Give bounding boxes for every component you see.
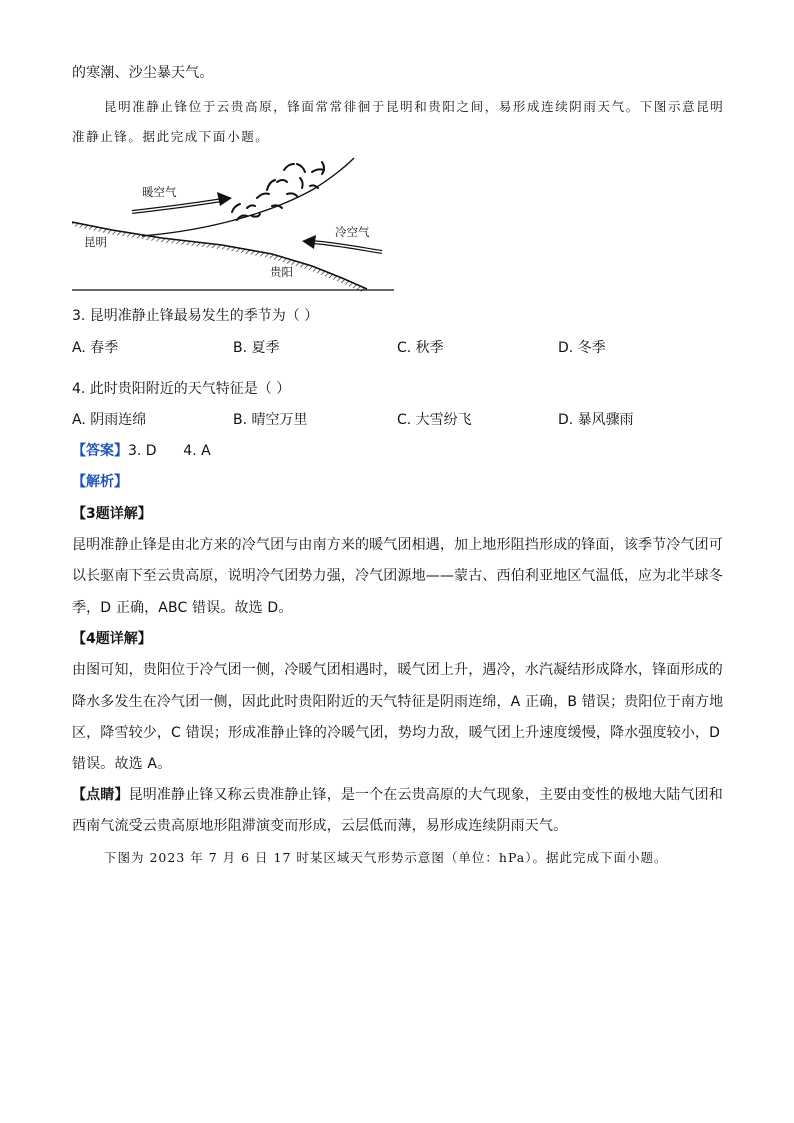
- detail-3-line-2: 以长驱南下至云贵高原，说明冷气团势力强，冷气团源地——蒙古、西伯利亚地区气温低，应为北半球冬: [72, 568, 723, 584]
- q4-option-b[interactable]: B. 晴空万里: [233, 412, 308, 428]
- q3-option-c[interactable]: C. 秋季: [397, 340, 444, 356]
- note-line-1: 【点睛】昆明准静止锋又称云贵准静止锋，是一个在云贵高原的大气现象，主要由变性的极地大陆气团和: [72, 787, 723, 803]
- detail-4-line-2: 降水多发生在冷气团一侧，因此此时贵阳附近的天气特征是阴雨连绵，A 正确，B 错误；贵阳位于南方地: [72, 694, 724, 710]
- answer-text: 3. D 4. A: [128, 443, 211, 459]
- q4-option-d[interactable]: D. 暴风骤雨: [558, 412, 634, 428]
- detail-3-line-1: 昆明准静止锋是由北方来的冷气团与由南方来的暖气团相遇，加上地形阻挡形成的锋面，该季节冷气团可: [72, 537, 723, 553]
- text-line: 的寒潮、沙尘暴天气。: [72, 65, 214, 81]
- terrain-hatch: [72, 222, 367, 293]
- q4-option-a[interactable]: A. 阴雨连绵: [72, 412, 147, 428]
- detail-3-tag: 【3题详解】: [72, 506, 152, 522]
- guiyang-label: 贵阳: [270, 265, 293, 279]
- note-tag: 【点睛】: [72, 787, 129, 803]
- detail-4-line-1: 由图可知，贵阳位于冷气团一侧，冷暖气团相遇时，暖气团上升，遇冷，水汽凝结形成降水，锋面形成的: [72, 662, 723, 678]
- detail-4-line-4: 错误。故选 A。: [72, 756, 172, 772]
- q3-option-d[interactable]: D. 冬季: [558, 340, 606, 356]
- detail-3-line-3: 季，D 正确，ABC 错误。故选 D。: [72, 600, 293, 616]
- cold-air-label: 冷空气: [335, 225, 370, 239]
- question-3-stem: 3. 昆明准静止锋最易发生的季节为（ ）: [72, 308, 319, 324]
- intro-line-2: 准静止锋。据此完成下面小题。: [72, 129, 270, 144]
- q3-option-b[interactable]: B. 夏季: [233, 340, 280, 356]
- next-intro: 下图为 2023 年 7 月 6 日 17 时某区域天气形势示意图（单位：hPa）。据此完成下面小题。: [104, 850, 668, 865]
- answer-tag: 【答案】: [72, 443, 128, 459]
- answer-line: [72, 441, 211, 461]
- detail-4-line-3: 区，降雪较少，C 错误；形成准静止锋的冷暖气团，势均力敌，暖气团上升速度缓慢，降水强度较小，D: [72, 725, 721, 741]
- intro-line-1: 昆明准静止锋位于云贵高原，锋面常常徘徊于昆明和贵阳之间，易形成连续阴雨天气。下图示意昆明: [104, 99, 725, 114]
- warm-air-label: 暖空气: [142, 185, 177, 199]
- q4-option-c[interactable]: C. 大雪纷飞: [397, 412, 472, 428]
- analysis-tag: 【解析】: [72, 474, 128, 490]
- question-4-stem: 4. 此时贵阳附近的天气特征是（ ）: [72, 381, 291, 397]
- q3-option-a[interactable]: A. 春季: [72, 340, 119, 356]
- note-line-2: 西南气流受云贵高原地形阻滞演变而形成，云层低而薄，易形成连续阴雨天气。: [72, 818, 568, 834]
- kunming-label: 昆明: [84, 235, 107, 249]
- detail-4-tag: 【4题详解】: [72, 631, 152, 647]
- front-diagram: [72, 150, 402, 296]
